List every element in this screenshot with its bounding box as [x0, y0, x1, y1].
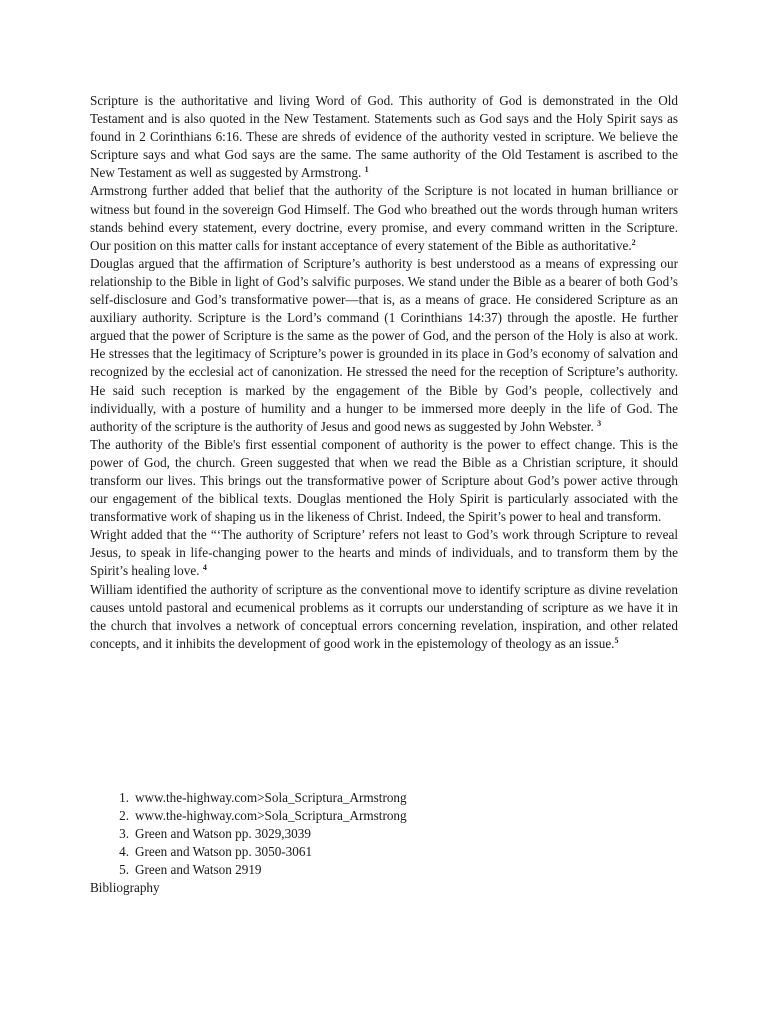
footnote-marker: 2: [631, 237, 636, 247]
footnote-marker: 1: [364, 165, 369, 175]
paragraph: [90, 255, 678, 436]
paragraph-text: The authority of the Bible's first essential component of authority is the power to effect change. This is the power of God, the church. Green suggested that when we read the Bible as a Christian scripture, it should transform our lives. This brings out the transformative power of Scripture about God’s power active through our engagement of the biblical texts. Douglas mentioned the Holy Spirit is particularly associated with the transformative work of shaping us in the likeness of Christ. Indeed, the Spirit’s power to heal and transform.: [90, 436, 678, 525]
footnote-item: [90, 843, 678, 861]
footnote-text: Green and Watson pp. 3050-3061: [135, 844, 313, 860]
footnote-item: [90, 861, 678, 879]
footnote-text: www.the-highway.com>Sola_Scriptura_Armstrong: [135, 808, 407, 824]
footnote-text: www.the-highway.com>Sola_Scriptura_Armstrong: [135, 790, 407, 805]
footnote-number: 5.: [119, 862, 129, 878]
paragraph: [90, 526, 678, 580]
paragraph: [90, 182, 678, 254]
footnote-number: 4.: [119, 844, 129, 860]
footnote-marker: 4: [202, 563, 207, 573]
paragraph: [90, 436, 678, 526]
footnote-text: Green and Watson pp. 3029,3039: [135, 826, 311, 842]
paragraph-text: Douglas argued that the affirmation of Scripture’s authority is best understood as a means of expressing our relationship to the Bible in light of God’s salvific purposes. We stand under the Bible as a bearer of both God’s self-disclosure and God’s transformative power—that is, as a means of grace. He considered Scripture as an auxiliary authority. Scripture is the Lord’s command (1 Corinthians 14:37) through the apostle. He further argued that the power of Scripture is the same as the power of God, and the person of the Holy is also at work. He stresses that the legitimacy of Scripture’s power is grounded in its place in God’s economy of salvation and recognized by the ecclesial act of canonization. He stressed the need for the reception of Scripture’s authority. He said such reception is marked by the engagement of the Bible by God’s people, collectively and individually, with a posture of humility and a hunger to be immersed more deeply in the life of God. The authority of the scripture is the authority of Jesus and good news as suggested by John Webster.: [90, 255, 678, 434]
footnotes-section: [90, 789, 678, 898]
paragraph-text: William identified the authority of scripture as the conventional move to identify scripture as divine revelation causes untold pastoral and ecumenical problems as it corrupts our understanding of scripture as we have it in the church that involves a network of conceptual errors concerning revelation, inspiration, and other related concepts, and it inhibits the development of good work in the epistemology of theology as an issue.: [90, 581, 678, 651]
footnote-list: [90, 789, 678, 879]
footnote-text: Green and Watson 2919: [135, 862, 262, 878]
footnote-number: 2.: [119, 808, 129, 824]
paragraph-text: Armstrong further added that belief that the authority of the Scripture is not located in human brilliance or witness but found in the sovereign God Himself. The God who breathed out the words through human writers stands behind every statement, every doctrine, every promise, and every command written in the Scripture. Our position on this matter calls for instant acceptance of every statement of the Bible as authoritative.: [90, 183, 678, 253]
paragraph-text: Scripture is the authoritative and living Word of God. This authority of God is demonstrated in the Old Testament and is also quoted in the New Testament. Statements such as God says and the Holy Spirit says as found in 2 Corinthians 6:16. These are shreds of evidence of the authority vested in scripture. We believe the Scripture says and what God says are the same. The same authority of the Old Testament is ascribed to the New Testament as well as suggested by Armstrong.: [90, 93, 678, 181]
footnote-marker: 3: [597, 418, 602, 428]
footnote-number: 3.: [119, 826, 129, 842]
footnote-item: [90, 825, 678, 843]
footnote-number: 1.: [119, 790, 129, 805]
document-body: [90, 92, 678, 653]
bibliography-heading: Bibliography: [90, 880, 160, 896]
paragraph: [90, 581, 678, 653]
footnote-item: [90, 789, 678, 807]
paragraph-text: Wright added that the “‘The authority of Scripture’ refers not least to God’s work through Scripture to reveal Jesus, to speak in life-changing power to the hearts and minds of individuals, and to transform them by the Spirit’s healing love.: [90, 527, 678, 579]
paragraph: [90, 92, 678, 182]
footnote-marker: 5: [614, 635, 619, 645]
footnote-item: [90, 807, 678, 825]
